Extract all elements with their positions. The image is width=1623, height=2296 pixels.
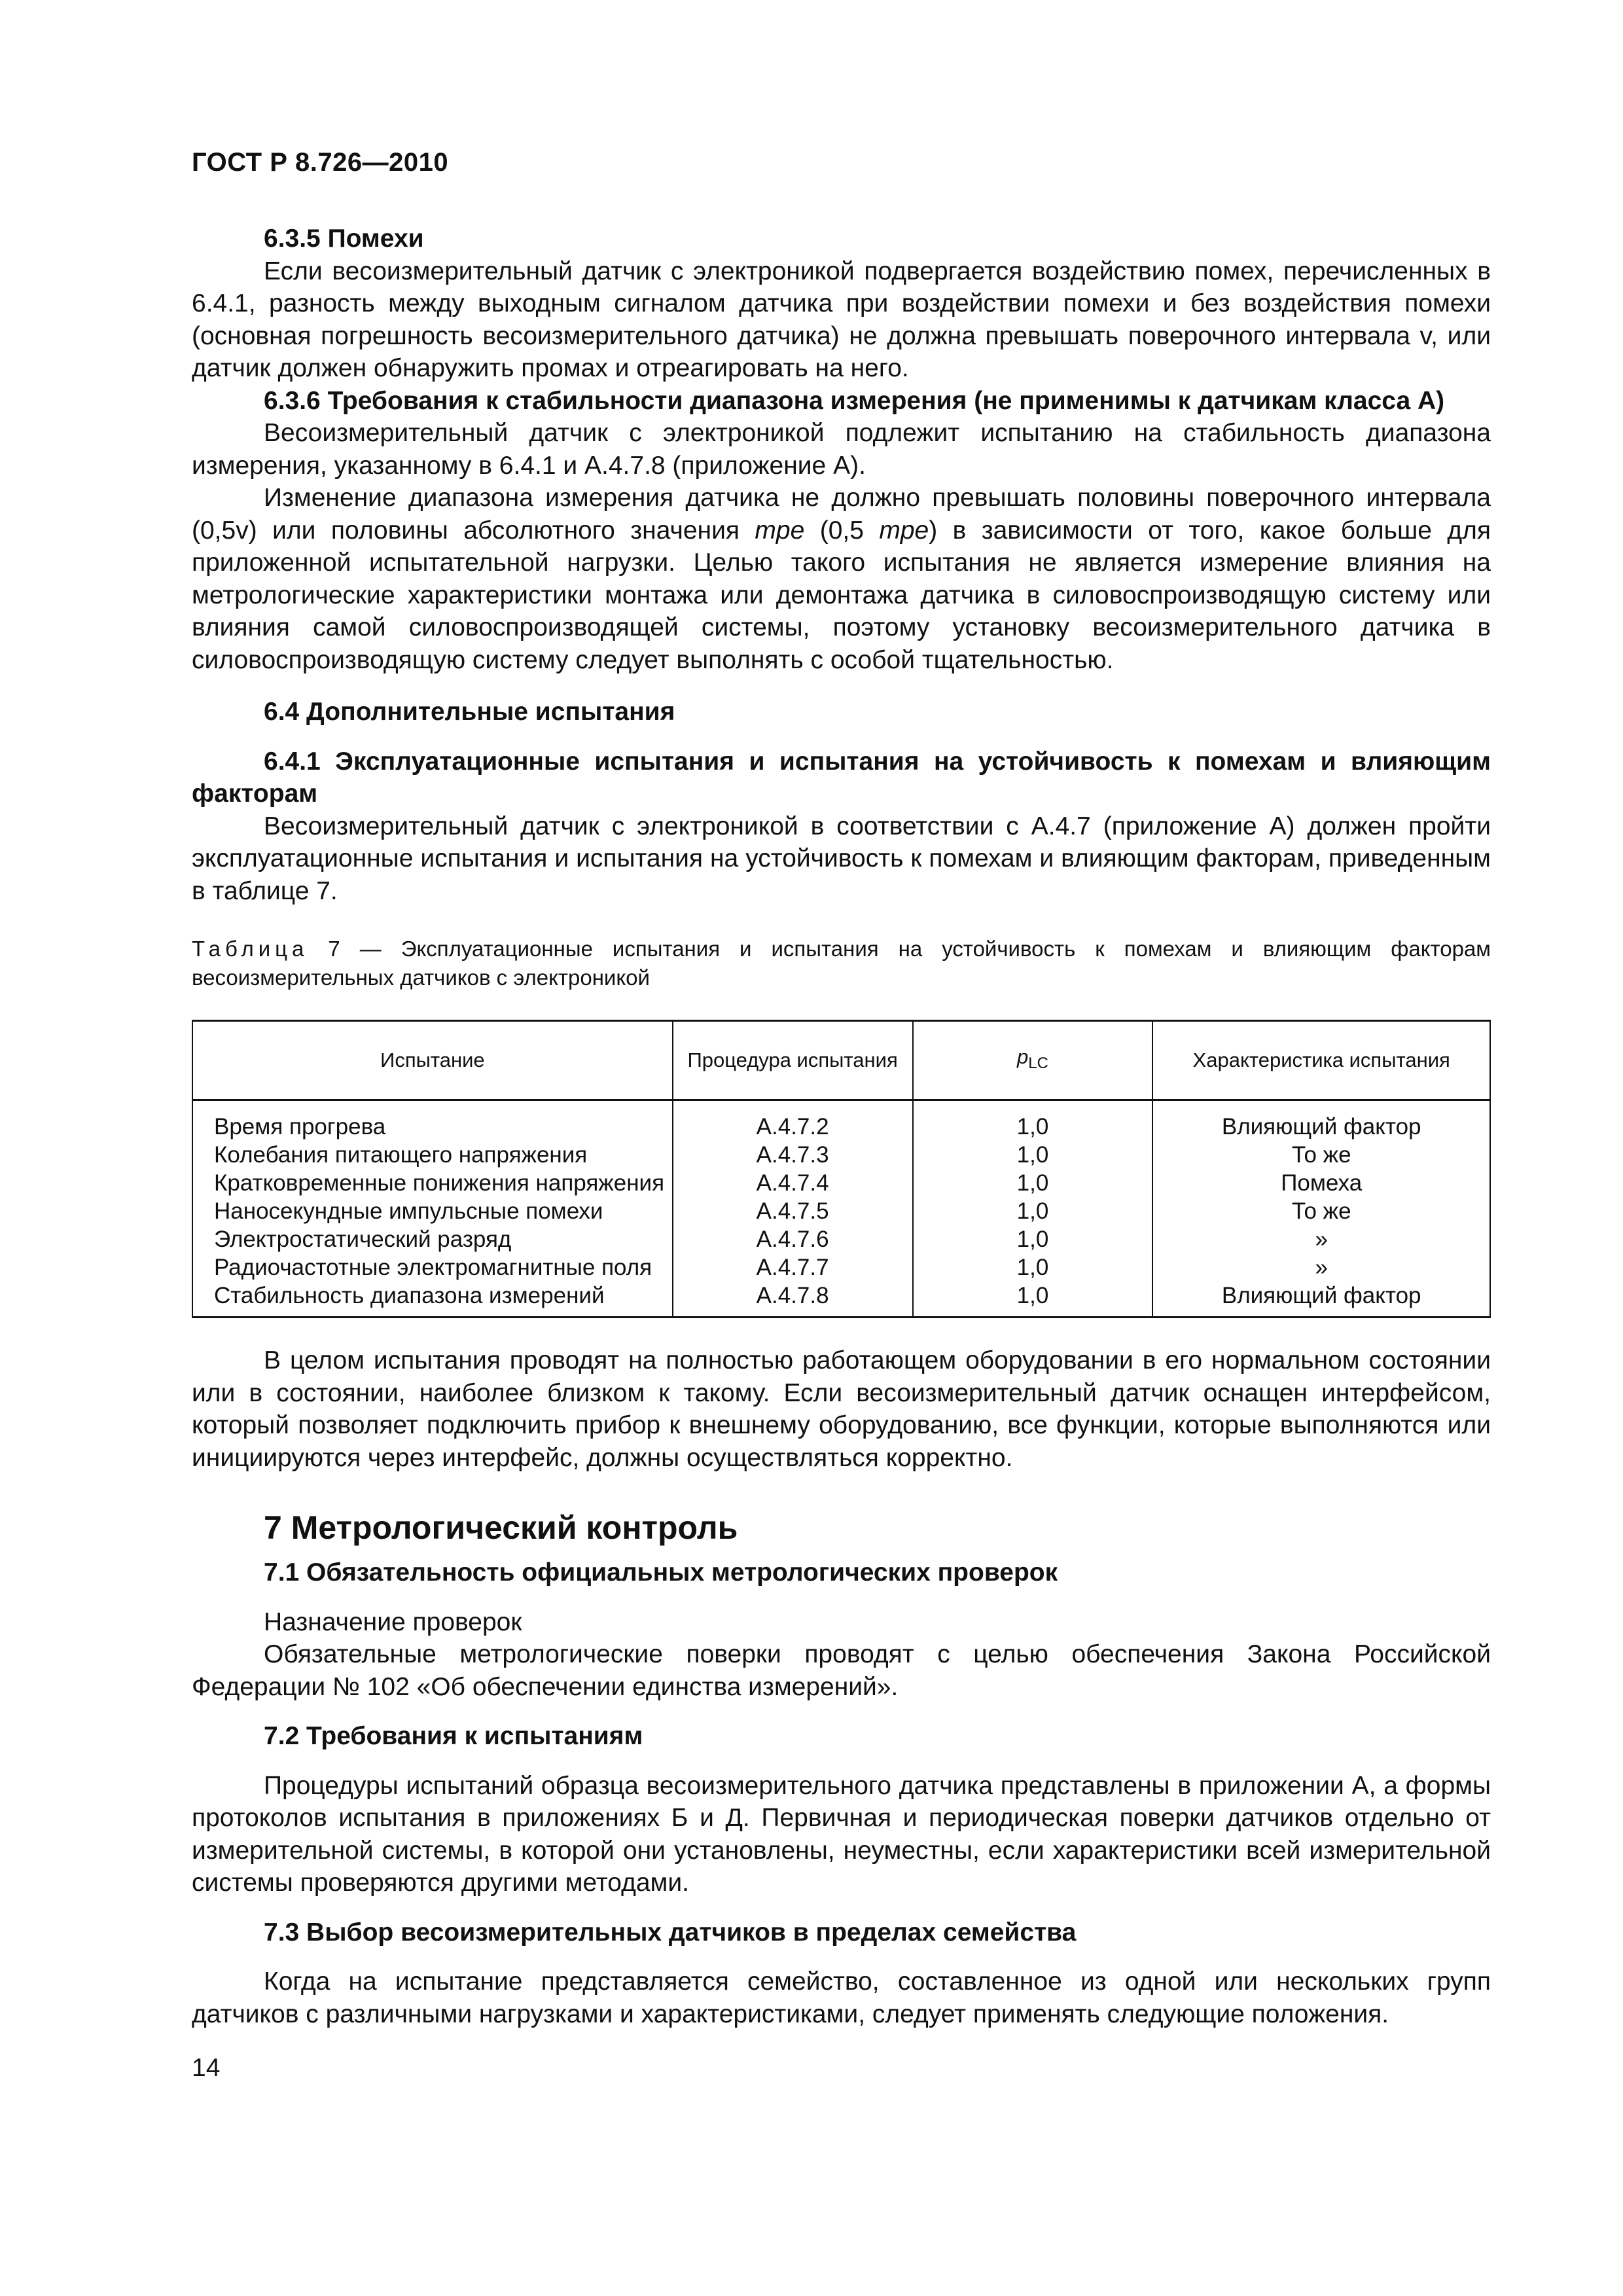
cell-plc: 1,0 (913, 1253, 1153, 1282)
heading-6-4-1: 6.4.1 Эксплуатационные испытания и испытания на устойчивость к помехам и влияющим факторам (192, 747, 1491, 808)
table-7-caption: Таблица 7 — Эксплуатационные испытания и испытания на устойчивость к помехам и влияющим факторам весоизмерительных датчиков с электроникой (192, 937, 1491, 990)
cell-procedure: А.4.7.3 (673, 1141, 913, 1169)
heading-7: 7 Метрологический контроль (264, 1509, 738, 1546)
cell-characteristic: » (1152, 1253, 1490, 1282)
cell-test: Стабильность диапазона измерений (192, 1282, 673, 1318)
table-row (192, 1225, 1490, 1253)
table-row (192, 1282, 1490, 1318)
heading-6-3-6: 6.3.6 Требования к стабильности диапазона измерения (не применимы к датчикам класса А) (264, 386, 1445, 415)
heading-7-1: 7.1 Обязательность официальных метрологических проверок (264, 1558, 1058, 1587)
table-row (192, 1100, 1490, 1141)
cell-characteristic: То же (1152, 1141, 1490, 1169)
paragraph-after-table: В целом испытания проводят на полностью работающем оборудовании в его нормальном состоянии или в состоянии, наиболее близком к такому. Если весоизмерительный датчик оснащен интерфейсом, который позволяет подключить прибор к внешнему оборудованию, все функции, которые выполняются или инициируются через интерфейс, должны осуществляться корректно. (192, 1346, 1491, 1472)
cell-procedure: А.4.7.6 (673, 1225, 913, 1253)
mpe-term: mpe (755, 516, 805, 545)
table-7 (192, 1020, 1491, 1318)
cell-test: Время прогрева (192, 1100, 673, 1141)
cell-plc: 1,0 (913, 1100, 1153, 1141)
cell-characteristic: То же (1152, 1197, 1490, 1225)
page-number: 14 (192, 2054, 221, 2082)
paragraph-6-3-5: Если весоизмерительный датчик с электроникой подвергается воздействию помех, перечисленных в 6.4.1, разность между выходным сигналом датчика при воздействии помехи и без воздействия помехи (основная погрешность весоизмерительного датчика) не должна превышать поверочного интервала v, или датчик должен обнаружить промах и отреагировать на него. (192, 257, 1491, 382)
header-procedure: Процедура испытания (673, 1021, 913, 1100)
cell-test: Колебания питающего напряжения (192, 1141, 673, 1169)
cell-procedure: А.4.7.7 (673, 1253, 913, 1282)
cell-characteristic: Влияющий фактор (1152, 1282, 1490, 1318)
cell-plc: 1,0 (913, 1141, 1153, 1169)
paragraph-7-2: Процедуры испытаний образца весоизмерительного датчика представлены в приложении А, а формы протоколов испытания в приложениях Б и Д. Первичная и периодическая поверки датчиков отдельно от измерительной системы, в которой они установлены, неуместны, если характеристики всей измерительной системы проверяются другими методами. (192, 1771, 1491, 1897)
page-content (192, 223, 1491, 2030)
table-header-row (192, 1021, 1490, 1100)
paragraph-7-3: Когда на испытание представляется семейство, составленное из одной или нескольких групп датчиков с различными нагрузками и характеристиками, следует применять следующие положения. (192, 1967, 1491, 2028)
heading-6-3-5: 6.3.5 Помехи (264, 224, 424, 253)
cell-plc: 1,0 (913, 1169, 1153, 1197)
cell-plc: 1,0 (913, 1225, 1153, 1253)
cell-characteristic: Влияющий фактор (1152, 1100, 1490, 1141)
table-label: Таблица (192, 937, 309, 961)
cell-test: Радиочастотные электромагнитные поля (192, 1253, 673, 1282)
table-row (192, 1197, 1490, 1225)
table-row (192, 1141, 1490, 1169)
heading-7-3: 7.3 Выбор весоизмерительных датчиков в пределах семейства (264, 1918, 1077, 1946)
cell-procedure: А.4.7.5 (673, 1197, 913, 1225)
paragraph-6-4-1: Весоизмерительный датчик с электроникой в соответствии с А.4.7 (приложение А) должен пройти эксплуатационные испытания и испытания на устойчивость к помехам и влияющим факторам, приведенным в таблице 7. (192, 812, 1491, 905)
cell-test: Электростатический разряд (192, 1225, 673, 1253)
cell-procedure: А.4.7.2 (673, 1100, 913, 1141)
paragraph-6-3-6-b: Изменение диапазона измерения датчика не должно превышать половины поверочного интервала (0,5v) или половины абсолютного значения mpe (0,5 mpe) в зависимости от того, какое больше для приложенной испытательной нагрузки. Целью такого испытания не является измерение влияния на метрологические характеристики монтажа или демонтажа датчика в силовоспроизводящую систему или влияния самой силовоспроизводящей системы, поэтому установку весоизмерительного датчика в силовоспроизводящую систему следует выполнять с особой тщательностью. (192, 484, 1491, 674)
header-test: Испытание (192, 1021, 673, 1100)
mpe-term: mpe (879, 516, 929, 545)
header-plc: $p_{LC}$ (913, 1021, 1153, 1100)
cell-plc: 1,0 (913, 1282, 1153, 1318)
cell-test: Наносекундные импульсные помехи (192, 1197, 673, 1225)
cell-characteristic: » (1152, 1225, 1490, 1253)
paragraph-7-1-b: Обязательные метрологические поверки проводят с целью обеспечения Закона Российской Федерации № 102 «Об обеспечении единства измерений». (192, 1640, 1491, 1701)
paragraph-7-1-a: Назначение проверок (264, 1607, 522, 1636)
cell-plc: 1,0 (913, 1197, 1153, 1225)
cell-procedure: А.4.7.8 (673, 1282, 913, 1318)
table-row (192, 1169, 1490, 1197)
heading-7-2: 7.2 Требования к испытаниям (264, 1722, 643, 1750)
document-code: ГОСТ Р 8.726—2010 (192, 148, 449, 177)
cell-procedure: А.4.7.4 (673, 1169, 913, 1197)
cell-test: Кратковременные понижения напряжения (192, 1169, 673, 1197)
heading-6-4: 6.4 Дополнительные испытания (264, 698, 675, 726)
cell-characteristic: Помеха (1152, 1169, 1490, 1197)
header-characteristic: Характеристика испытания (1152, 1021, 1490, 1100)
table-row (192, 1253, 1490, 1282)
paragraph-6-3-6-a: Весоизмерительный датчик с электроникой подлежит испытанию на стабильность диапазона измерения, указанному в 6.4.1 и А.4.7.8 (приложение А). (192, 419, 1491, 480)
